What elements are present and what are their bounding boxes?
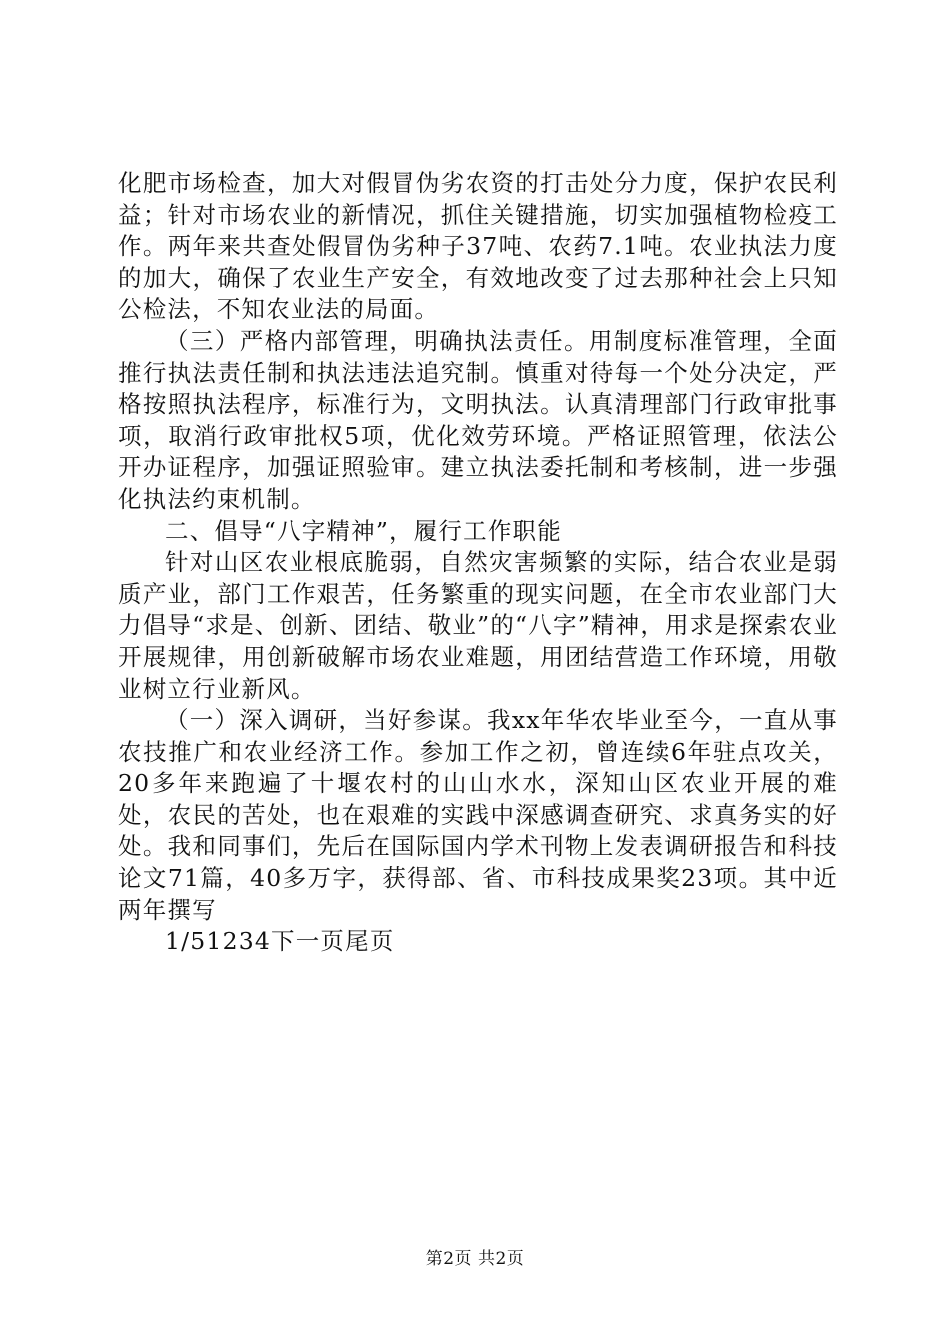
section-heading-eight-character-spirit: 二、倡导“八字精神”，履行工作职能 xyxy=(165,516,562,545)
paragraph-internal-management: （三）严格内部管理，明确执法责任。用制度标准管理，全面推行执法责任制和执法违法追究制。慎重对待每一个处分决定，严格按照执法程序，标准行为，文明执法。认真清理部门行政审批事项，取消行政审批权5项，优化效劳环境。严格证照管理，依法公开办证程序，加强证照验审。建立执法委托制和考核制，进一步强化执法约束机制。 xyxy=(118,326,838,513)
pagination-links[interactable]: 1/51234下一页尾页 xyxy=(165,927,395,956)
paragraph-in-depth-research: （一）深入调研，当好参谋。我xx年华农毕业至今，一直从事农技推广和农业经济工作。参加工作之初，曾连续6年驻点攻关，20多年来跑遍了十堰农村的山山水水，深知山区农业开展的难处，农民的苦处，也在艰难的实践中深感调查研究、求真务实的好处。我和同事们，先后在国际国内学术刊物上发表调研报告和科技论文71篇，40多万字，获得部、省、市科技成果奖23项。其中近两年撰写 xyxy=(118,706,838,924)
document-body xyxy=(118,168,838,958)
paragraph-continuation: 化肥市场检查，加大对假冒伪劣农资的打击处分力度，保护农民利益；针对市场农业的新情况，抓住关键措施，切实加强植物检疫工作。两年来共查处假冒伪劣种子37吨、农药7.1吨。农业执法力度的加大，确保了农业生产安全，有效地改变了过去那种社会上只知公检法，不知农业法的局面。 xyxy=(118,169,838,324)
paragraph-mountain-agriculture: 针对山区农业根底脆弱，自然灾害频繁的实际，结合农业是弱质产业，部门工作艰苦，任务繁重的现实问题，在全市农业部门大力倡导“求是、创新、团结、敬业”的“八字”精神，用求是探索农业开展规律，用创新破解市场农业难题，用团结营造工作环境，用敬业树立行业新风。 xyxy=(118,548,838,703)
page-number-footer: 第2页 共2页 xyxy=(425,1249,525,1269)
